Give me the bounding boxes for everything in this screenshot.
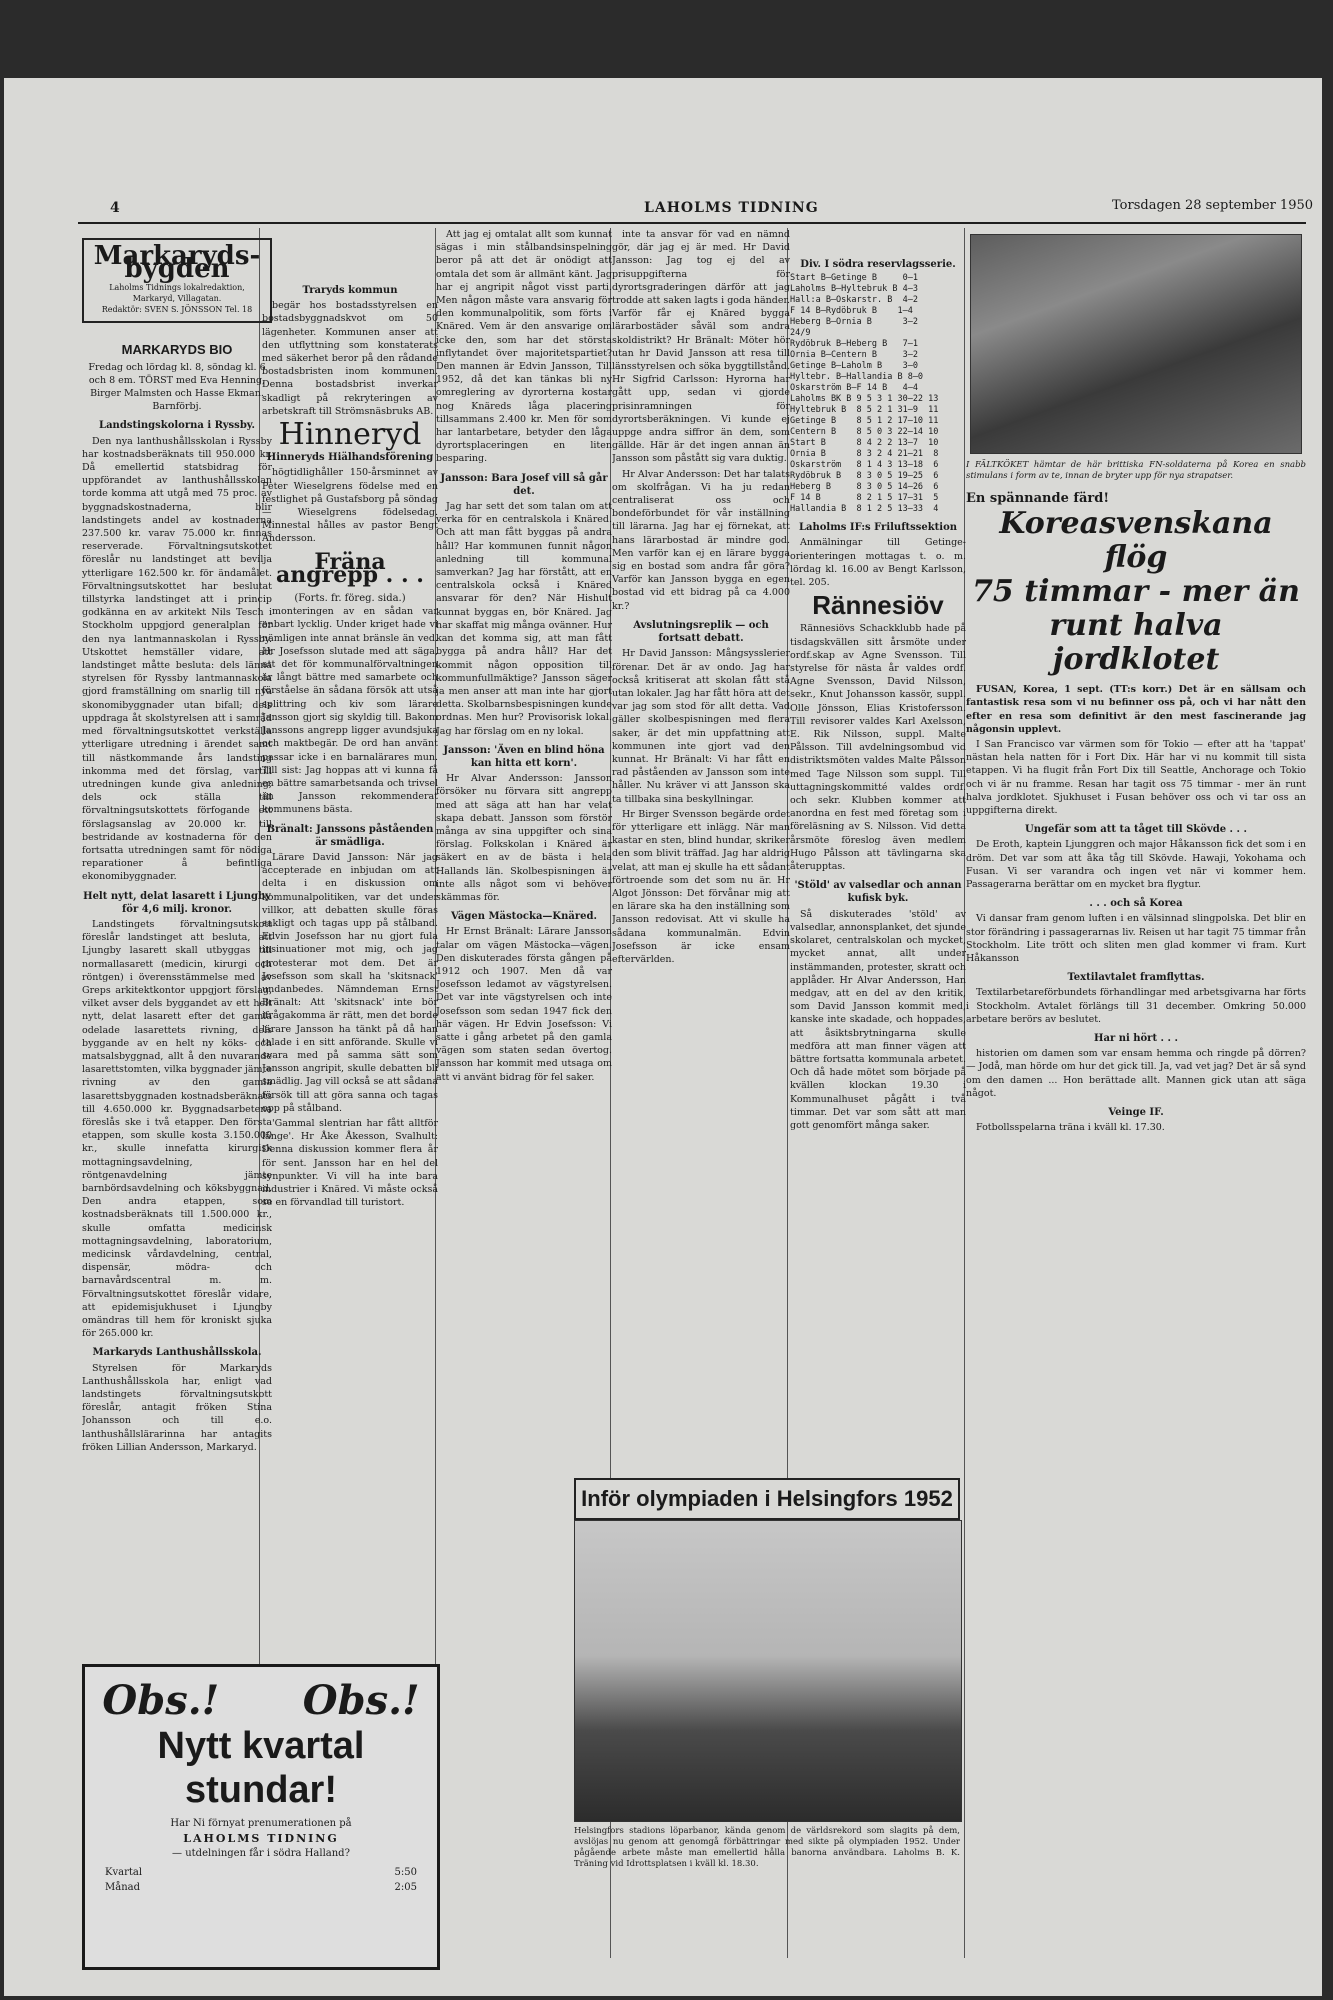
column-6 (966, 228, 1306, 1968)
article-body: monteringen av en sådan var enbart lycklig. Under kriget hade vi nämligen inte annat bränsle än ved. Hr Josefsson slutade med att säga, att det för kommunalförvaltningen är långt bättre med samarbete och förståelse än sådana försök att utså splittring och kiv som lärare Jansson gjort sig skyldig till. Bakom Janssons angrepp ligger avundsjuka och maktbegär. De ord han använt passar icke i en barnalärares mun. Till sist: Jag hoppas att vi kunna få en bättre samarbetsanda och trivsel än Jansson rekommenderat kommunens bästa. (262, 606, 438, 816)
article-body: Landstingets förvaltningsutskott föreslår landstinget att besluta, att Ljungby lasarett skall utbyggas till normallasarett (medicin, kirurgi och röntgen) i överensstämmelse med av Greps arkitektkontor uppgjort förslag, vilket avser dels byggandet av ett helt nytt, delat lasarett efter det gamla odelade lasarettets rivning, dels byggande av en helt ny köks- och matsalsbyggnad, allt å den nuvarande lasarettstomten, vilka byggnader jämte rivning av den gamla lasarettsbyggnaden kostnadsberäknats till 4.650.000 kr. Byggnadsarbetena föreslås ske i två etapper. Den första etappen, som skulle kosta 3.150.000 kr., skulle innefatta kirurgisk mottagningsavdelning, röntgenavdelning jämte barnbördsavdelning och köksbyggnad. Den andra etappen, som kostnadsberäknats till 1.500.000 kr., skulle omfatta medicinsk mottagningsavdelning, laboratorium, medicinsk vårdavdelning, central, dispensär, mödra- och barnavårdscentral m. m. Förvaltningsutskottet föreslår vidare, att epidemisjukhuset i Ljungby omändras till hem för kroniskt sjuka för 265.000 kr. (82, 918, 272, 1340)
price-value: 2:05 (394, 1882, 417, 1893)
article-body: Textilarbetareförbundets förhandlingar med arbetsgivarna har förts i Stockholm. Avtalet förlängs till 31 december. Omkring 50.000 arbetare berörs av beslutet. (966, 987, 1306, 1025)
stadium-photo (574, 1520, 962, 1822)
article-heading: Har ni hört . . . (1094, 1033, 1178, 1045)
olympia-heading: Inför olympiaden i Helsingfors 1952 (574, 1478, 960, 1520)
headline-line1: Koreasvenskana flög (999, 506, 1273, 576)
article-body: Vi dansar fram genom luften i en välsinnad slingpolska. Det blir en stor förändring i passagerarnas liv. Reisen ut har tagit 75 timmar från Stockholm. Lite trött och sliten men glad kommer vi fram. Kurt Håkansson (966, 913, 1306, 965)
continued-note: (Forts. fr. föreg. sida.) (294, 593, 406, 605)
article-body: Rännesiövs Schackklubb hade på tisdagskvällen sitt årsmöte under ordf.skap av Agne Svensson. Till styrelse för nästa år valdes ordf. Agne Svensson, David Nilsson, sekr., Knut Johansson kassör, suppl. Olle Jönsson, Elias Kristofersson. Till revisorer valdes Karl Axelsson, E. Rik Nilsson, suppl. Malte Pålsson. Till avdelningsombud vid distriktsmöten valdes Malte Pålsson med Tage Nilsson som suppl. Till uttagningskommitté valdes ordf. och sekr. Klubben kommer att anordna en fest med företag som i föreläsning av S. Nilsson. Vid detta årsmöte föreslog även medlem Hugo Pålsson att tävlingarna ska återupptas. (790, 623, 966, 873)
article-body: inte ta ansvar för vad en nämnd gör, där jag ej är med. Hr David Jansson: Jag tog ej del av prisuppgifterna för dyrortsgraderingen därför att jag trodde att saken lagts i goda händer. Varför får ej Knäred bygga lärarbostäder såväl som andra skoldistrikt? Hr Bränalt: Möter hör utan hr David Jansson att resa till länsstyrelsen och söka byggtillstånd. Hr Sigfrid Carlsson: Hyrorna har gått upp, sedan vi gjorde prisinramningen för dyrortsberäkningen. Vi kunde ej uppge andra siffror än dem, som gällde. Här är det ingen annan än Jansson som påstått sig vara duktig. (612, 229, 790, 465)
photo-caption: I FÄLTKÖKET hämtar de här brittiska FN-soldaterna på Korea en snabb stimulans i form av te, innan de bryter upp för nya strapatser. (966, 460, 1306, 481)
article-heading: Landstingskolorna i Ryssby. (99, 420, 255, 432)
price-row-kvartal (105, 1867, 417, 1878)
article-body: De Eroth, kaptein Ljunggren och major Håkansson fick det som i en dröm. Det var som att åka tåg till Skövde. Hawaji, Yokohama och Fusan. Vi ser varandra och ingen vet när vi kommer hem. Passagerarna berättar om en mycket bra flygtur. (966, 839, 1306, 891)
masthead-title: Markaryds-bygden (93, 241, 261, 285)
article-lead: FUSAN, Korea, 1 sept. (TT:s korr.) Det är en sällsam och fantastisk resa som vi nu befinner oss på, och vi har nått den efter en resa som definitivt är den mest fascinerande jag någonsin upplevt. (966, 684, 1306, 735)
page-number: 4 (110, 200, 120, 216)
article-heading: Jansson: 'Även en blind höna kan hitta ett korn'. (443, 744, 605, 769)
article-heading: Veinge IF. (1108, 1107, 1164, 1119)
article-heading: Traryds kommun (302, 285, 398, 296)
ad-obs-1: Obs.! (102, 1677, 220, 1724)
article-body: historien om damen som var ensam hemma och ringde på dörren? — Jodå, man hörde om hur det gick till. Ja, vad vet jag? Det är så synd om den damen ... Hon berättade allt. Mannen gick utan att säga något. (966, 1048, 1306, 1099)
newspaper-page (4, 78, 1322, 1996)
masthead-subtitle: Laholms Tidnings lokalredaktion, Markaryd, Villagatan. (109, 283, 245, 304)
masthead (82, 238, 272, 323)
page-date: Torsdagen 28 september 1950 (1112, 198, 1314, 213)
article-body: 'Gammal slentrian har fått alltför länge'. Hr Åke Åkesson, Svalhult: Denna diskussion kommer flera år för sent. Jansson har en hel del synpunkter. Vi vill ha inte bara industrier i Knäred. Vi måste också se en förvandlad till turistort. (262, 1117, 438, 1209)
article-body: Att jag ej omtalat allt som kunnat sägas i min stålbandsinspelning beror på att det är onödigt att omtala det som är allmänt känt. Jag har ej angripit något visst parti. Men någon måste vara ansvarig för den kommunalpolitik, som förts i Knäred. Vem är den ansvarige om icke den, som har det största inflytandet över majoritetspartiet? Den mannen är Edvin Jansson, Till 1952, då det kan tänkas bli ny omreglering av dyrorterna kostar nog Knäreds låga placering tillsammans 2.400 kr. Men för som har lantarbetare, betyder den låga dyrortsplaceringen en liten besparing. (436, 229, 612, 465)
article-body: Så diskuterades 'stöld' av valsedlar, annonsplanket, det sjunde skolaret, centralskolan och mycket, mycket annat, allt under instämmanden, protester, skratt och applåder. Hr Alvar Andersson, Han medgav, att en del av den kritik, som David Jansson kommit med, kanske inte skadade, och hoppades, att åsiktsbrytningarna skulle medföra att man finner vägen att bättre fortsatta kommunala arbetet. Och då hade mötet som började på kvällen klockan 19.30 i Kommunalhuset pågått i två timmar. Det var som sått att man gott genomfört många saker. (790, 908, 966, 1131)
bio-heading: MARKARYDS BIO (121, 342, 233, 358)
article-heading: Markaryds Lanthushållsskola. (92, 1347, 262, 1359)
section-heading-rannesiov: Rännesiöv (812, 590, 944, 621)
paper-title: LAHOLMS TIDNING (644, 200, 819, 216)
korea-photo (970, 234, 1302, 454)
article-heading: Helt nytt, delat lasarett i Ljungby för 4,6 milj. kronor. (83, 890, 271, 915)
article-body: Jag har sett det som talan om att verka för en centralskola i Knäred. Och att man fått byggas på andra håll? Har kommunen funnit någon anledning till kommunal samverkan? Jag har förstått, att en centralskola också i Knäred ansvarar för den? När Hishult kunnat byggas en, bör Knäred. Jag har skaffat mig många ovänner. Hur kan det komma sig, att man fått bygga på andra håll? Har det kommit någon opposition till kommunfullmäktige? Jansson säger ja men anser att man inte har gjort detta. Skolbarnsbespisningen kunde ordnas. Men hur? Provisorisk lokal. Jag har förslag om en ny lokal. (436, 501, 612, 737)
price-label: Månad (105, 1882, 141, 1893)
article-heading: Vägen Mästocka—Knäred. (451, 911, 597, 923)
ad-obs-2: Obs.! (302, 1677, 420, 1724)
price-label: Kvartal (105, 1867, 143, 1878)
ad-text: Har Ni förnyat prenumerationen på (170, 1818, 352, 1829)
article-body: Hr David Jansson: Mångsysslerier förenar. Det är av ondo. Jag har också kritiserat att skolan fått stå utan lokaler. Jag har fått höra att det var jag som stod för allt detta. Vad gäller skolbespisningen med flera saker, är det min uppfattning att kommunen inte gjort vad den kunnat. Hr Bränalt: Vi har fått en rad påståenden av Jansson som inte håller. Nu kräver vi att Jansson ska ta tillbaka sina beskyllningar. (612, 648, 790, 805)
kicker: En spännande färd! (966, 491, 1110, 506)
bio-text: Fredag och lördag kl. 8, söndag kl. 6 och 8 em. TÖRST med Eva Henning, Birger Malmsten och Hasse Ekman. Barnförbj. (88, 361, 266, 413)
article-heading: Ungefär som att ta tåget till Skövde . . . (1025, 824, 1247, 836)
ad-obs-line (85, 1677, 437, 1724)
page-header (4, 190, 1322, 230)
ad-text-2: — utdelningen får i södra Halland? (172, 1848, 350, 1859)
headline-line3: runt halva jordklotet (1049, 608, 1223, 678)
article-body: högtidlighåller 150-årsminnet av Peter Wieselgrens födelse med en festlighet på Gustafsborg på söndag — Wieselgrens födelsedag. Minnestal hålles av pastor Bengt Andersson. (262, 467, 438, 545)
article-body: begär hos bostadsstyrelsen en bostadsbyggnadskvot om 50 lägenheter. Kommunen anser att den utflyttning som konstaterats med säkerhet beror på den rådande bostadsbristen inom kommunen. Denna bostadsbrist inverkar skadligt på rekryteringen av arbetskraft till Strömsnäsbruks AB. (262, 300, 438, 417)
article-heading: 'Stöld' av valsedlar och annan kufisk byk. (794, 880, 962, 905)
column-3 (436, 228, 612, 1468)
subscription-ad (82, 1664, 440, 1970)
article-heading: Hinneryds Hiälhandsförening (266, 452, 434, 464)
header-rule (78, 222, 1306, 224)
article-body: Den nya lanthushållsskolan i Ryssby har kostnadsberäknats till 950.000 kr. Då emellertid statsbidrag för uppförandet av lanthushållsskolan torde komma att utgå med 75 proc. av byggnadskostnaderna, blir landstingets andel av kostnaderna 237.500 kr. varav 75.000 kr. finnas reserverade. Förvaltningsutskottet föreslår nu landstinget att bevilja ytterligare 162.500 kr. för ändamålet. Förvaltningsutskottet har beslutat tillstyrka landstinget att i princip godkänna en av arkitekt Nils Tesch i Stockholm uppgjord generalplan för den nya lantmannaskolan i Ryssby. Utskottet hemställer vidare, att landstinget måtte besluta: dels länna styrelsen för Ryssby lantmannaskola gjord framställning om snarlig till nya skonomibyggnader utan bifall; dels uppdraga åt skolstyrelsen att i samråd med förvaltningsutskottet verkställa ytterligare utredning i ärendet samt till nästkommande års landsting inkomma med det förslag, vartill utredningen kunde giva anledning; dels ock ställa till förvaltningsutskottets förfogande ett förslagsanslag av 20.000 kr. till bestridande av kostnaderna för den fortsatta utredningen samt för nödiga reparationer å befintliga ekonomibyggnader. (82, 435, 272, 883)
masthead-editor: Redaktör: SVEN S. JÖNSSON Tel. 18 (101, 305, 253, 315)
section-heading-frana: Fräna angrepp . . . (276, 548, 424, 588)
table-heading: Div. I södra reservlagsserie. (800, 259, 956, 270)
olympia-caption: Helsingfors stadions löparbanor, kända genom de världsrekord som slagits på dem, avslöjas nu genom att genomgå förbättringar med sikte på olympiaden 1952. Under pågående arbete måste man emellertid hålla banorna användbara. Laholms B. K. Träning vid Idrottsplatsen i kväll kl. 18.30. (574, 1826, 960, 1869)
article-heading: Jansson: Bara Josef vill så går det. (440, 472, 608, 497)
olympia-block (574, 1478, 960, 1938)
article-heading: . . . och så Korea (1089, 898, 1183, 910)
article-body: Hr Birger Svensson begärde ordet för ytterligare ett inlägg. När man kastar en sten, blind hundar, skriker den som blivit träffad. Jag har aldrig velat, att man ej skulle ha ett sådant förtroende som det som nu är. Hr Algot Jönsson: Det förvånar mig att en lärare ska ha den inställning som Jansson redovisat. Att vi skulle ha sådana kommunalmän. Edvin Josefsson är icke ensam eftervärlden. (612, 808, 790, 965)
article-heading: Laholms IF:s Friluftssektion (798, 522, 958, 534)
article-heading: Textilavtalet framflyttas. (1067, 972, 1205, 984)
ad-headline-1: Nytt kvartal (157, 1725, 365, 1767)
price-row-manad (105, 1882, 417, 1893)
article-body: Styrelsen för Markaryds Lanthushållsskola har, enligt vad landstingets förvaltningsutskott föreslår, antagit fröken Stina Johansson och till e.o. lanthushållslärarinna har antagits fröken Lillian Andersson, Markaryd. (82, 1362, 272, 1453)
article-heading: Bränalt: Janssons påståenden är smädliga. (266, 823, 434, 848)
article-body: Hr Alvar Andersson: Jansson försöker nu förvara sitt angrepp med att säga att han har velat skapa debatt. Jansson som förstör många av sina uppgifter och sina förslag. Folkskolan i Knäred är säkert en av de bästa i hela Hallands län. Skolbespisningen är inte alls något som vi behöver skämmas för. (436, 773, 612, 903)
article-heading: Avslutningsreplik — och fortsatt debatt. (633, 619, 769, 645)
article-body: Anmälningar till Getinge-orienteringen mottagas t. o. m. lördag kl. 16.00 av Bengt Karlsson, tel. 205. (790, 537, 966, 589)
section-heading-hinneryd: Hinneryd (278, 417, 422, 453)
ad-headline-2: stundar! (185, 1769, 337, 1811)
ad-paper-name: LAHOLMS TIDNING (183, 1832, 339, 1845)
article-body: Hr Ernst Bränalt: Lärare Jansson talar om vägen Mästocka—vägen. Den diskuterades första gången på 1912 och 1907. Men då var Josefsson ledamot av vägstyrelsen. Det var inte vägstyrelsen och inte Josefsson som sedan 1947 fick den här vägen. Hr Edvin Josefsson: Vi satte i gång arbetet på den gamla vägen som staten sedan övertog. Jansson har kommit med utsaga om att vi använt bidrag för fel saker. (436, 926, 612, 1083)
league-table: Start B—Getinge B 0—1 Laholms B—Hyltebruk B 4—3 Hall:a B—Oskarstr. B 4—2 F 14 B—Rydöbruk B 1—4 Heberg B—Ornia B 3—2 24/9 Rydöbruk B—Heberg B 7—1 Ornia B—Centern B 3—2 Getinge B—Laholm B 3—0 Hyltebr. B—Hallandia B 8—0 Oskarström B—F 14 B 4—4 Laholms BK B 9 5 3 1 30—22 13 Hyltebruk B 8 5 2 1 31—9 11 Getinge B 8 5 1 2 17—10 11 Centern B 8 5 0 3 22—14 10 Start B 8 4 2 2 13—7 10 Ornia B 8 3 2 4 21—21 8 Oskarström 8 1 4 3 13—18 6 Rydöbruk B 8 3 0 5 19—25 6 Heberg B 8 3 0 5 14—26 6 F 14 B 8 2 1 5 17—31 5 Hallandia B 8 1 2 5 13—33 4 (790, 273, 939, 515)
headline-line2: 75 timmar - mer än (972, 574, 1300, 610)
article-body: Hr Alvar Andersson: Det har talats om skolfrågan. Vi ha ju redan centraliserat oss och bondeförbundet för vår inställning till lärarna. Jag har ej förnekat, att hans lärarbostad är mindre god. Men varför kan ej en lärare bygga sig en bostad som andra får göra? Varför kan Jansson bygga en egen bostad vid ett bidrag på ca 4.000 kr.? (612, 468, 790, 612)
article-body: Fotbollsspelarna träna i kväll kl. 17.30. (976, 1122, 1165, 1134)
article-body: I San Francisco var värmen som för Tokio — efter att ha 'tappat' nästan hela natten för i Fort Dix. Här har vi nu kommit till sista etappen. Vi ha flugit från Fort Dix till Seattle, Anchorage och Tokio och vi är nu framme. Resan har tagit oss 75 timmar - mer än runt halva jordklotet. Sjukhuset i Fusan behöver oss och vi tar oss an uppgifterna direkt. (966, 739, 1306, 817)
column-4 (612, 228, 790, 1468)
price-value: 5:50 (394, 1867, 417, 1878)
article-body: Lärare David Jansson: När jag accepterade en inbjudan om att delta i en diskussion om kommunalpolitiken, var det under villkor, att debatten skulle föras sakligt och tagas upp på stålband. Edvin Josefsson har nu gjort fula insinuationer mot mig, och jag protesterar mot dem. Det är Josefsson som skall ha 'skitsnack' undanbedes. Nämndeman Ernst Bränalt: Att 'skitsnack' inte bör ifrågakomma är rätt, men det borde lärare Jansson ha tänkt på då han talade i en sitt anförande. Skulle vi svara med på samma sätt som Jansson angripit, skulle debatten bli smädlig. Jag vill också se att sådana försök till att göra sanna och tagas opp på stålband. (262, 851, 438, 1114)
